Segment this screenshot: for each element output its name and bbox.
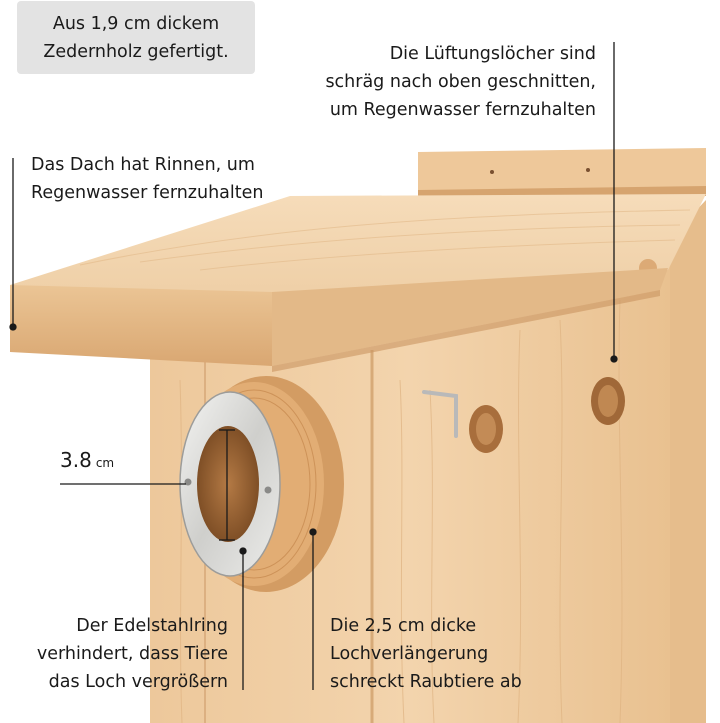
extension-note — [330, 612, 522, 696]
ring-note-line: das Loch vergrößern — [48, 672, 228, 692]
side-panel — [668, 200, 706, 723]
vent-hole-inner — [598, 385, 618, 417]
material-note-line: Zedernholz gefertigt. — [43, 41, 229, 62]
vent-note-line: Die Lüftungslöcher sind — [389, 44, 596, 64]
entrance-hole — [197, 426, 259, 542]
ring-note-line: verhindert, dass Tiere — [36, 644, 228, 664]
hole-diameter-value: 3.8 — [60, 448, 92, 472]
ring-note — [37, 612, 228, 696]
vent-hole-inner — [476, 413, 496, 445]
nail-icon — [490, 170, 494, 174]
screw-icon — [265, 487, 272, 494]
roof-note-line: Regenwasser fernzuhalten — [31, 183, 264, 203]
nail-icon — [586, 168, 590, 172]
vent-note — [325, 40, 596, 124]
hole-diameter-unit: cm — [95, 456, 115, 470]
extension-note-line: Lochverlängerung — [330, 644, 489, 664]
extension-note-line: schreckt Raubtiere ab — [330, 672, 522, 692]
extension-note-line: Die 2,5 cm dicke — [330, 616, 477, 636]
vent-note-line: schräg nach oben geschnitten, — [325, 72, 596, 92]
material-note-line: Aus 1,9 cm dickem — [52, 13, 220, 34]
roof-note — [31, 151, 263, 207]
vent-note-line: um Regenwasser fernzuhalten — [329, 100, 596, 120]
material-note — [17, 1, 255, 74]
hole-diameter-label — [60, 446, 114, 477]
roof-note-line: Das Dach hat Rinnen, um — [31, 155, 255, 175]
roof-front-edge — [10, 285, 272, 366]
ring-note-line: Der Edelstahlring — [76, 616, 228, 636]
